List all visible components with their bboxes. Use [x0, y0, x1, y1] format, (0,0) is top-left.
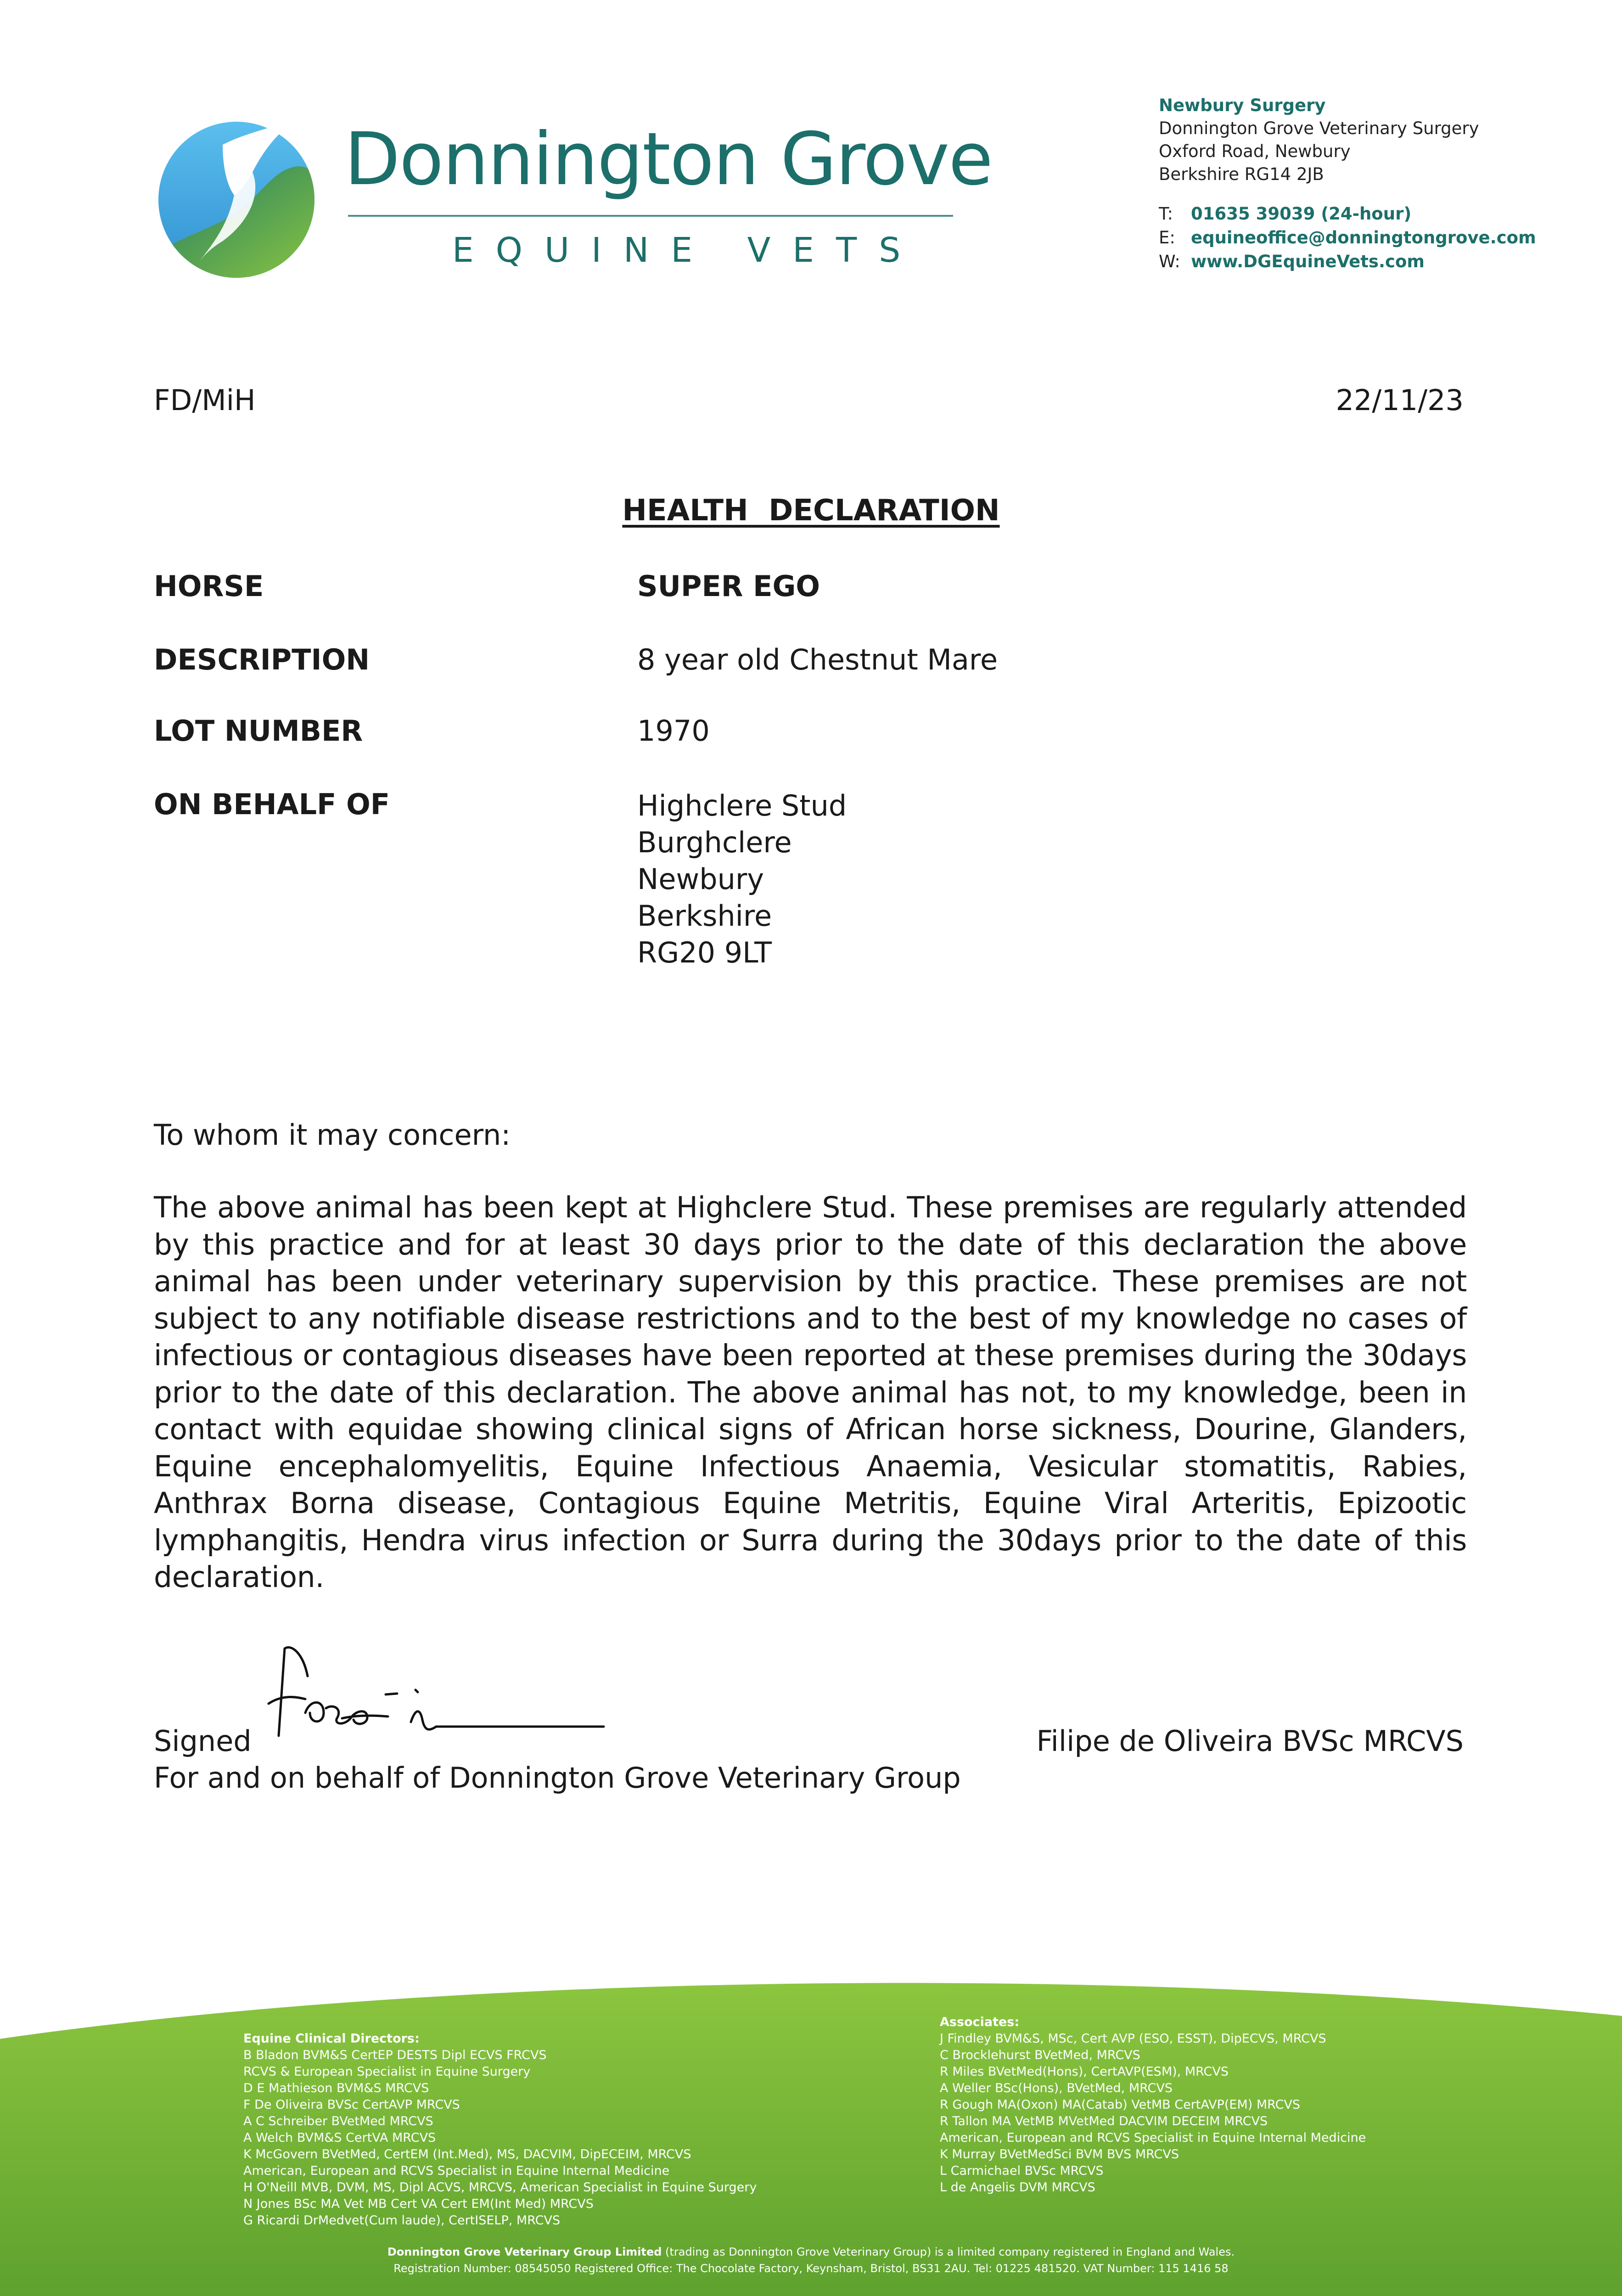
brand-name: Donnington Grove: [344, 117, 993, 202]
phone-row: [1159, 202, 1536, 226]
director-entry: A Welch BVM&S CertVA MRCVS: [243, 2131, 436, 2145]
associate-entry: L de Angelis DVM MRCVS: [940, 2180, 1095, 2195]
associates-title: Associates:: [940, 2015, 1020, 2029]
reference: FD/MiH: [154, 383, 256, 417]
director-entry: G Ricardi DrMedvet(Cum laude), CertISELP, MRCVS: [243, 2213, 561, 2228]
greeting: To whom it may concern:: [154, 1118, 511, 1152]
director-entry: F De Oliveira BVSc CertAVP MRCVS: [243, 2098, 460, 2112]
director-entry: American, European and RCVS Specialist in Equine Internal Medicine: [243, 2164, 670, 2178]
associate-entry: L Carmichael BVSc MRCVS: [940, 2164, 1104, 2178]
declaration-body: The above animal has been kept at Highclere Stud. These premises are regularly attended by this practice and for at least 30 days prior to the date of this declaration the above animal has been under veterinary supervision by this practice. These premises are not subject to any notifiable disease restrictions and to the best of my knowledge no cases of infectious or contagious diseases have been reported at these premises during the 30days prior to the date of this declaration. The above animal has not, to my knowledge, been in contact with equidae showing clinical signs of African horse sickness, Dourine, Glanders, Equine encephalomyelitis, Equine Infectious Anaemia, Vesicular stomatitis, Rabies, Anthrax Borna disease, Contagious Equine Metritis, Equine Viral Arteritis, Epizootic lymphangitis, Hendra virus infection or Surra during the 30days prior to the date of this declaration.: [154, 1191, 1467, 1594]
on-behalf-address: [637, 788, 847, 971]
associate-entry: C Brocklehurst BVetMed, MRCVS: [940, 2048, 1140, 2062]
address-line: Donnington Grove Veterinary Surgery: [1159, 118, 1479, 138]
email-row: [1159, 226, 1536, 250]
company-name: Donnington Grove Veterinary Group Limited: [387, 2245, 662, 2258]
associate-entry: K Murray BVetMedSci BVM BVS MRCVS: [940, 2147, 1179, 2161]
signature-image: [264, 1639, 613, 1745]
description-value: 8 year old Chestnut Mare: [637, 643, 998, 676]
directors-title: Equine Clinical Directors:: [243, 2032, 420, 2046]
associate-entry: A Weller BSc(Hons), BVetMed, MRCVS: [940, 2081, 1173, 2095]
horse-name: SUPER EGO: [637, 569, 820, 603]
signer-name: Filipe de Oliveira BVSc MRCVS: [1036, 1724, 1464, 1758]
description-label: DESCRIPTION: [154, 643, 370, 676]
associate-entry: American, European and RCVS Specialist in Equine Internal Medicine: [940, 2131, 1366, 2145]
web-row: [1159, 250, 1536, 274]
associate-entry: R Tallon MA VetMB MVetMed DACVIM DECEIM MRCVS: [940, 2114, 1268, 2128]
associates-list: [940, 2014, 1366, 2196]
signed-label: Signed: [154, 1724, 252, 1758]
address-line: Highclere Stud: [637, 789, 847, 822]
on-behalf-label: ON BEHALF OF: [154, 788, 390, 821]
director-entry: RCVS & European Specialist in Equine Surgery: [243, 2065, 531, 2079]
email-key: E:: [1159, 228, 1175, 248]
legal-text: (trading as Donnington Grove Veterinary Group) is a limited company registered in England and Wales.: [662, 2245, 1235, 2258]
email-link[interactable]: equineoffice@donningtongrove.com: [1191, 228, 1536, 248]
address-block: [1159, 94, 1479, 186]
director-entry: K McGovern BVetMed, CertEM (Int.Med), MS, DACVIM, DipECEIM, MRCVS: [243, 2147, 691, 2161]
horse-label: HORSE: [154, 569, 264, 603]
associate-entry: J Findley BVM&S, MSc, Cert AVP (ESO, ESST), DipECVS, MRCVS: [940, 2032, 1326, 2046]
lot-number-value: 1970: [637, 714, 710, 748]
legal-registration: Registration Number: 08545050 Registered Office: The Chocolate Factory, Keynsham, Bristol, BS31 2AU. Tel: 01225 481520. VAT Number: 115 1416 58: [393, 2262, 1229, 2275]
director-entry: D E Mathieson BVM&S MRCVS: [243, 2081, 429, 2095]
contact-block: [1159, 202, 1536, 274]
directors-list: [243, 2031, 757, 2229]
brand-divider: [348, 215, 953, 217]
surgery-name: Newbury Surgery: [1159, 96, 1326, 115]
lot-number-label: LOT NUMBER: [154, 714, 363, 748]
address-line: Berkshire RG14 2JB: [1159, 164, 1324, 184]
logo-icon: [154, 117, 319, 282]
web-key: W:: [1159, 252, 1180, 271]
phone-key: T:: [1159, 204, 1173, 224]
phone-number[interactable]: 01635 39039 (24-hour): [1191, 204, 1412, 224]
associate-entry: R Miles BVetMed(Hons), CertAVP(ESM), MRCVS: [940, 2065, 1229, 2079]
letter-date: 22/11/23: [1336, 383, 1464, 417]
director-entry: A C Schreiber BVetMed MRCVS: [243, 2114, 433, 2128]
director-entry: N Jones BSc MA Vet MB Cert VA Cert EM(Int Med) MRCVS: [243, 2197, 594, 2211]
legal-notice: [0, 2244, 1622, 2277]
legal-line: [0, 2244, 1622, 2260]
associate-entry: R Gough MA(Oxon) MA(Catab) VetMB CertAVP(EM) MRCVS: [940, 2098, 1301, 2112]
signer-organisation: For and on behalf of Donnington Grove Veterinary Group: [154, 1761, 961, 1795]
address-line: RG20 9LT: [637, 936, 772, 969]
address-line: Burghclere: [637, 826, 792, 859]
brand-subtitle: EQUINE VETS: [452, 231, 923, 270]
address-line: Newbury: [637, 862, 764, 896]
address-line: Oxford Road, Newbury: [1159, 141, 1351, 161]
director-entry: H O'Neill MVB, DVM, MS, Dipl ACVS, MRCVS, American Specialist in Equine Surgery: [243, 2180, 757, 2195]
director-entry: B Bladon BVM&S CertEP DESTS Dipl ECVS FRCVS: [243, 2048, 547, 2062]
document-title: HEALTH DECLARATION: [622, 494, 1000, 528]
address-line: Berkshire: [637, 899, 772, 933]
website-link[interactable]: www.DGEquineVets.com: [1191, 252, 1425, 271]
